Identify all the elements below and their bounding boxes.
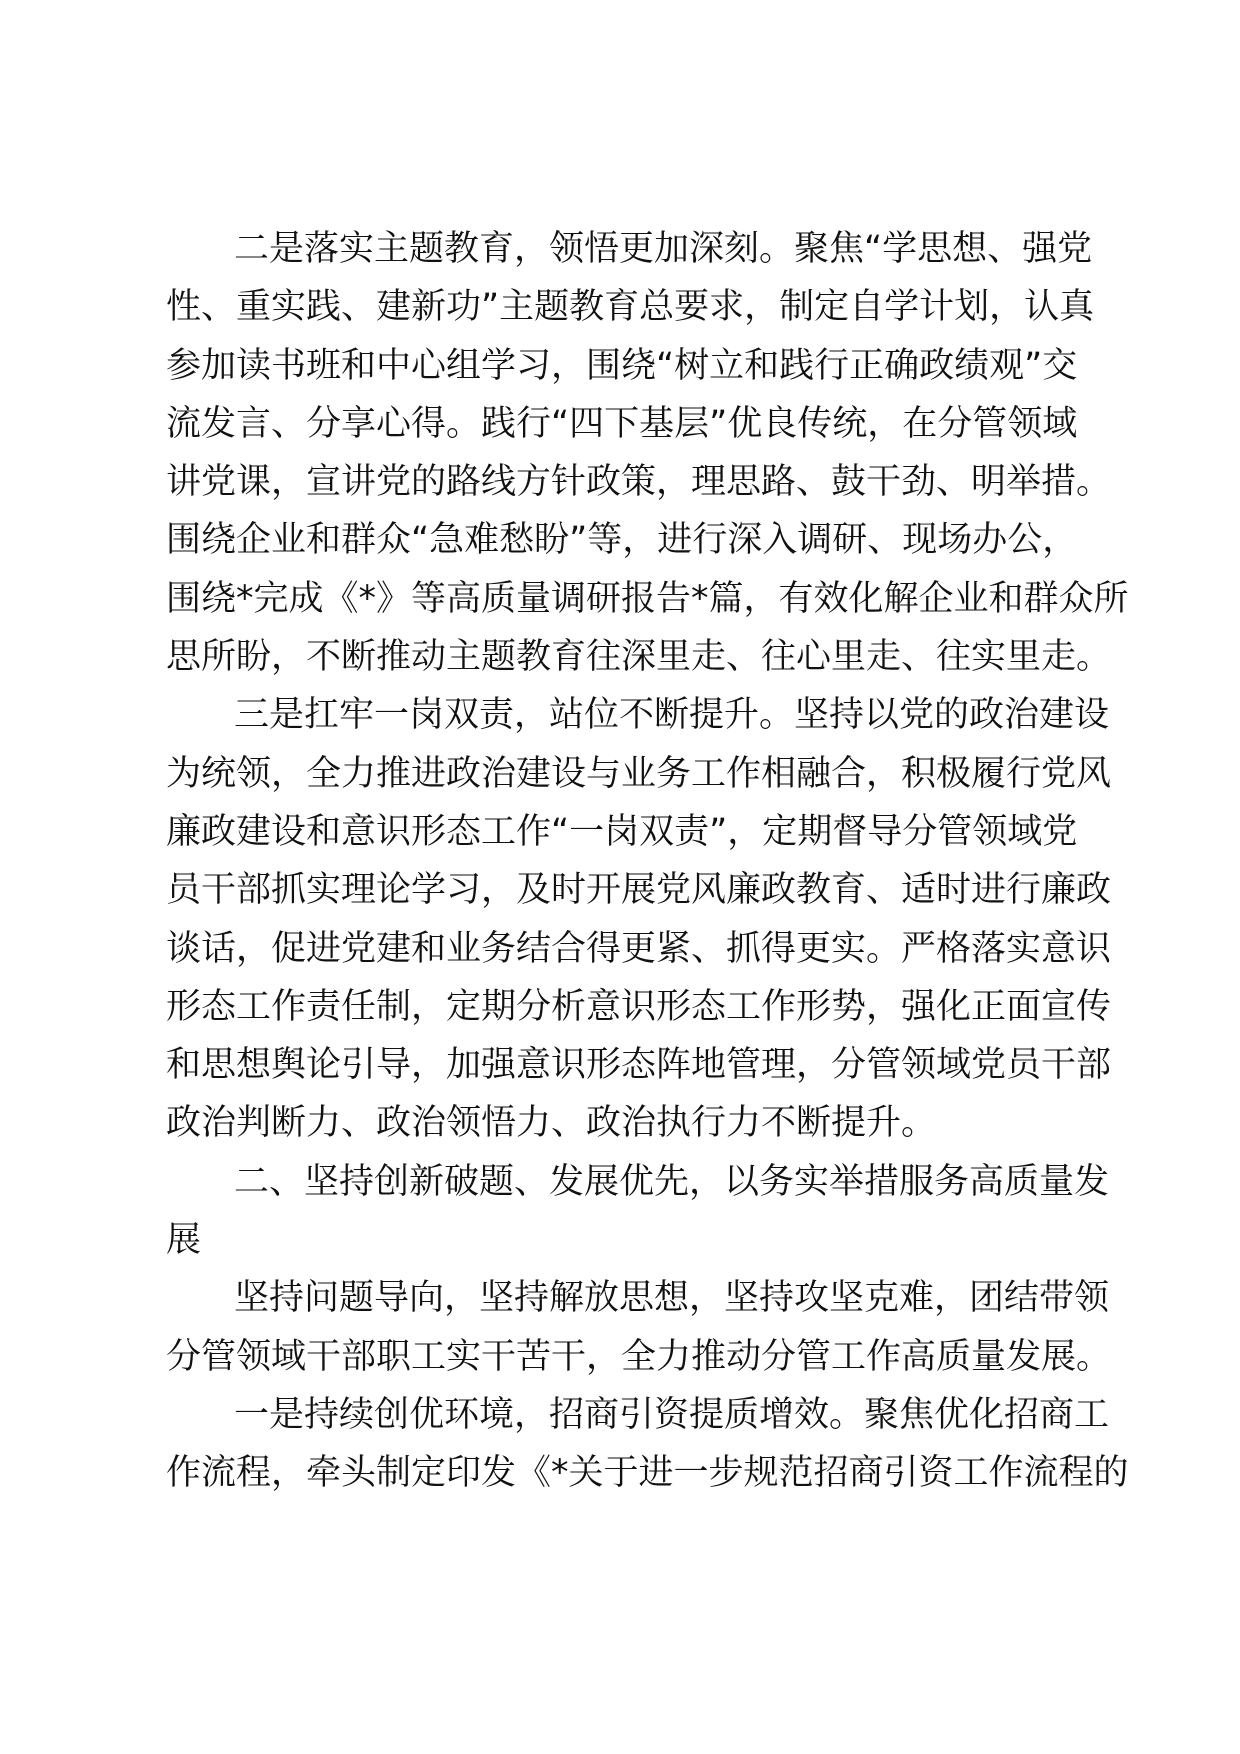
text-line: 员干部抓实理论学习，及时开展党风廉政教育、适时进行廉政 bbox=[166, 870, 1112, 911]
text-line: 思所盼，不断推动主题教育往深里走、往心里走、往实里走。 bbox=[166, 637, 1112, 678]
text-line: 作流程，牵头制定印发《*关于进一步规范招商引资工作流程的 bbox=[166, 1453, 1129, 1494]
text-line: 谈话，促进党建和业务结合得更紧、抓得更实。严格落实意识 bbox=[166, 928, 1112, 969]
text-line: 性、重实践、建新功”主题教育总要求，制定自学计划，认真 bbox=[166, 287, 1095, 328]
text-line: 参加读书班和中心组学习，围绕“树立和践行正确政绩观”交 bbox=[166, 345, 1078, 386]
text-line: 政治判断力、政治领悟力、政治执行力不断提升。 bbox=[166, 1103, 937, 1144]
text-line: 和思想舆论引导，加强意识形态阵地管理，分管领域党员干部 bbox=[166, 1045, 1112, 1086]
text-line: 展 bbox=[166, 1220, 202, 1261]
text-line: 一是持续创优环境，招商引资提质增效。聚焦优化招商工 bbox=[234, 1394, 1110, 1435]
text-line: 二、坚持创新破题、发展优先，以务实举措服务高质量发 bbox=[234, 1161, 1110, 1202]
text-line: 为统领，全力推进政治建设与业务工作相融合，积极履行党风 bbox=[166, 753, 1112, 794]
text-line: 分管领域干部职工实干苦干，全力推动分管工作高质量发展。 bbox=[166, 1336, 1112, 1377]
text-line: 围绕*完成《*》等高质量调研报告*篇，有效化解企业和群众所 bbox=[166, 578, 1129, 619]
text-line: 围绕企业和群众“急难愁盼”等，进行深入调研、现场办公， bbox=[166, 520, 1078, 561]
text-line: 二是落实主题教育，领悟更加深刻。聚焦“学思想、强党 bbox=[234, 229, 1093, 269]
text-line: 流发言、分享心得。践行“四下基层”优良传统，在分管领域 bbox=[166, 403, 1078, 444]
text-line: 坚持问题导向，坚持解放思想，坚持攻坚克难，团结带领 bbox=[234, 1278, 1110, 1319]
document-body bbox=[166, 220, 1129, 1503]
text-line: 讲党课，宣讲党的路线方针政策，理思路、鼓干劲、明举措。 bbox=[166, 462, 1112, 503]
text-line: 三是扛牢一岗双责，站位不断提升。坚持以党的政治建设 bbox=[234, 695, 1110, 736]
text-line: 形态工作责任制，定期分析意识形态工作形势，强化正面宣传 bbox=[166, 986, 1112, 1027]
text-line: 廉政建设和意识形态工作“一岗双责”，定期督导分管领域党 bbox=[166, 811, 1078, 852]
